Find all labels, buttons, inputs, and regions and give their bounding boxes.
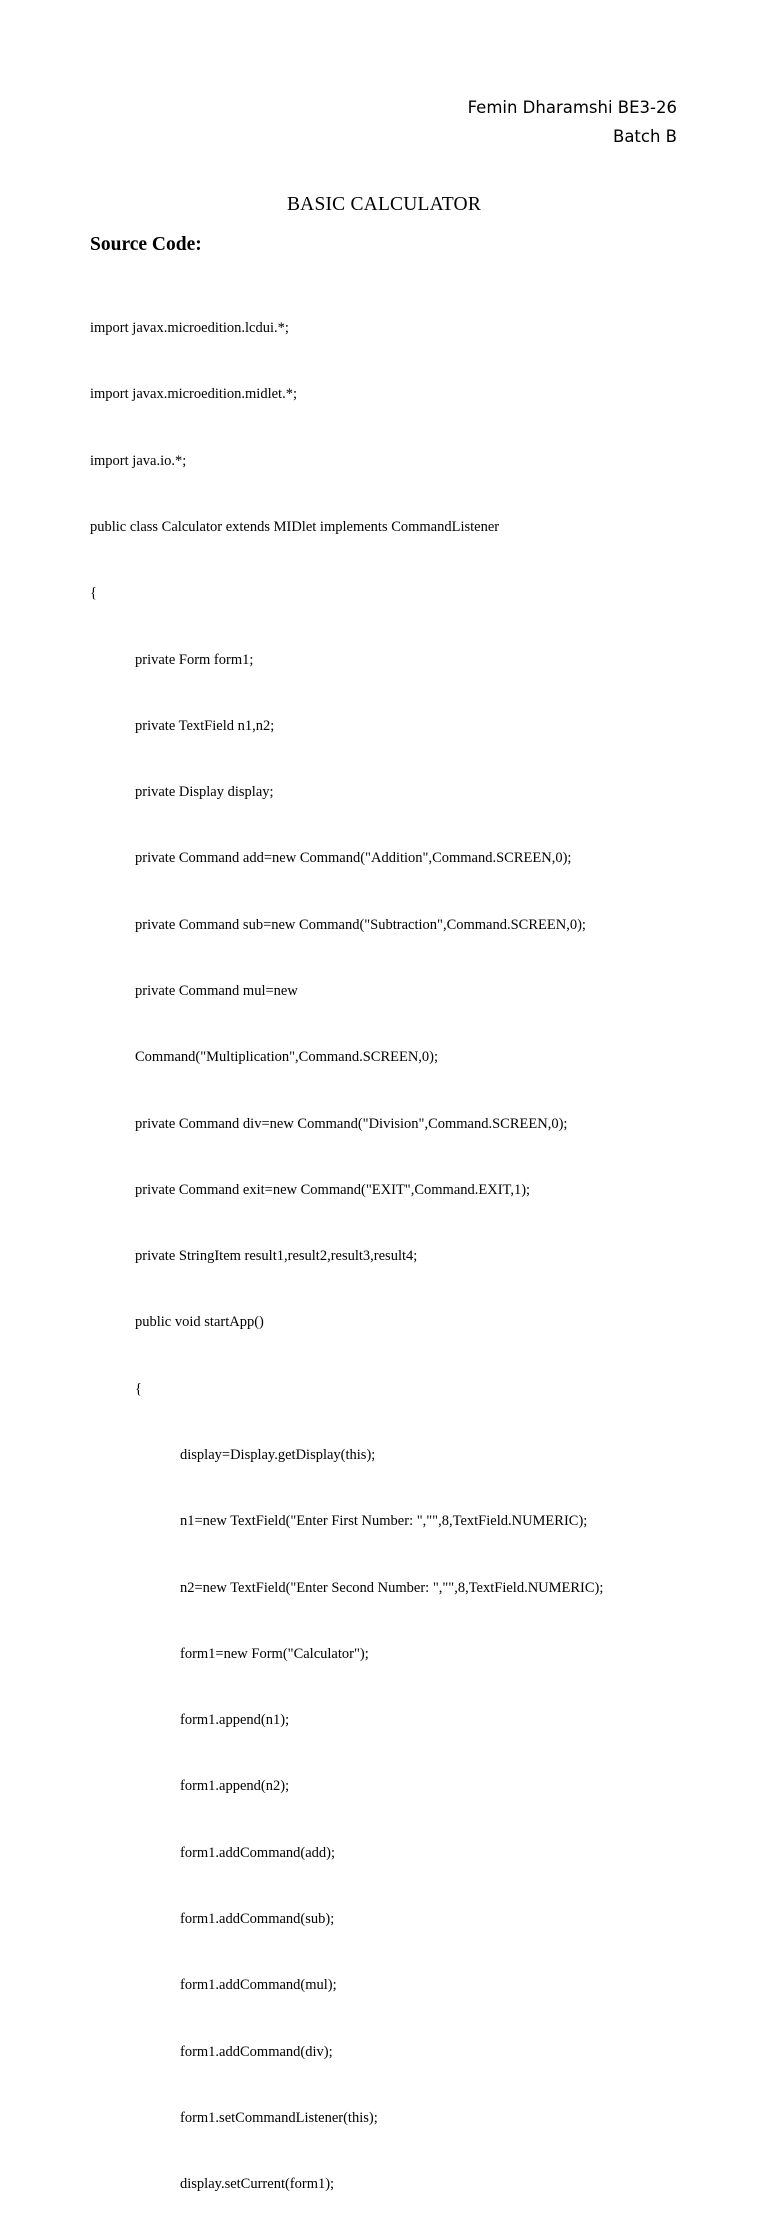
code-line: private Display display;: [135, 784, 274, 801]
code-line: private Command mul=new: [135, 983, 298, 999]
author-name: Femin Dharamshi BE3-26: [467, 98, 677, 117]
code-line: n2=new TextField("Enter Second Number: ","",8,TextField.NUMERIC);: [180, 1579, 604, 1596]
code-line: private Command add=new Command("Addition",Command.SCREEN,0);: [135, 850, 572, 867]
source-code-block: [90, 273, 730, 2239]
section-heading: Source Code:: [90, 234, 202, 255]
code-line: private Form form1;: [135, 651, 254, 668]
code-line: public void startApp(): [135, 1314, 264, 1331]
document-title: BASIC CALCULATOR: [286, 194, 482, 215]
code-line: private Command sub=new Command("Subtraction",Command.SCREEN,0);: [135, 916, 586, 933]
code-line: form1.append(n1);: [180, 1712, 290, 1729]
code-line: n1=new TextField("Enter First Number: ","",8,TextField.NUMERIC);: [180, 1513, 588, 1530]
code-line: form1=new Form("Calculator");: [180, 1645, 369, 1662]
code-line: private Command div=new Command("Division",Command.SCREEN,0);: [135, 1115, 568, 1132]
code-line: import javax.microedition.lcdui.*;: [90, 320, 289, 337]
code-line: display.setCurrent(form1);: [180, 2176, 335, 2193]
code-line: import javax.microedition.midlet.*;: [90, 386, 297, 403]
code-line: private TextField n1,n2;: [135, 717, 275, 734]
code-line: form1.addCommand(add);: [180, 1844, 336, 1861]
code-line: private StringItem result1,result2,result3,result4;: [135, 1248, 418, 1265]
code-line: private Command exit=new Command("EXIT",Command.EXIT,1);: [135, 1181, 531, 1198]
code-line: form1.setCommandListener(this);: [180, 2109, 378, 2126]
author-block: [468, 93, 677, 151]
code-line: {: [90, 585, 97, 602]
code-line: form1.addCommand(sub);: [180, 1910, 335, 1927]
code-line: Command("Multiplication",Command.SCREEN,0);: [135, 1049, 439, 1066]
batch-label: Batch B: [613, 127, 677, 146]
code-line: form1.addCommand(mul);: [180, 1977, 337, 1994]
code-line: public class Calculator extends MIDlet implements CommandListener: [90, 519, 500, 536]
code-line: import java.io.*;: [90, 452, 187, 469]
code-line: form1.addCommand(div);: [180, 2043, 333, 2060]
code-line: {: [135, 1380, 142, 1397]
code-line: display=Display.getDisplay(this);: [180, 1446, 376, 1463]
code-line: form1.append(n2);: [180, 1778, 290, 1795]
